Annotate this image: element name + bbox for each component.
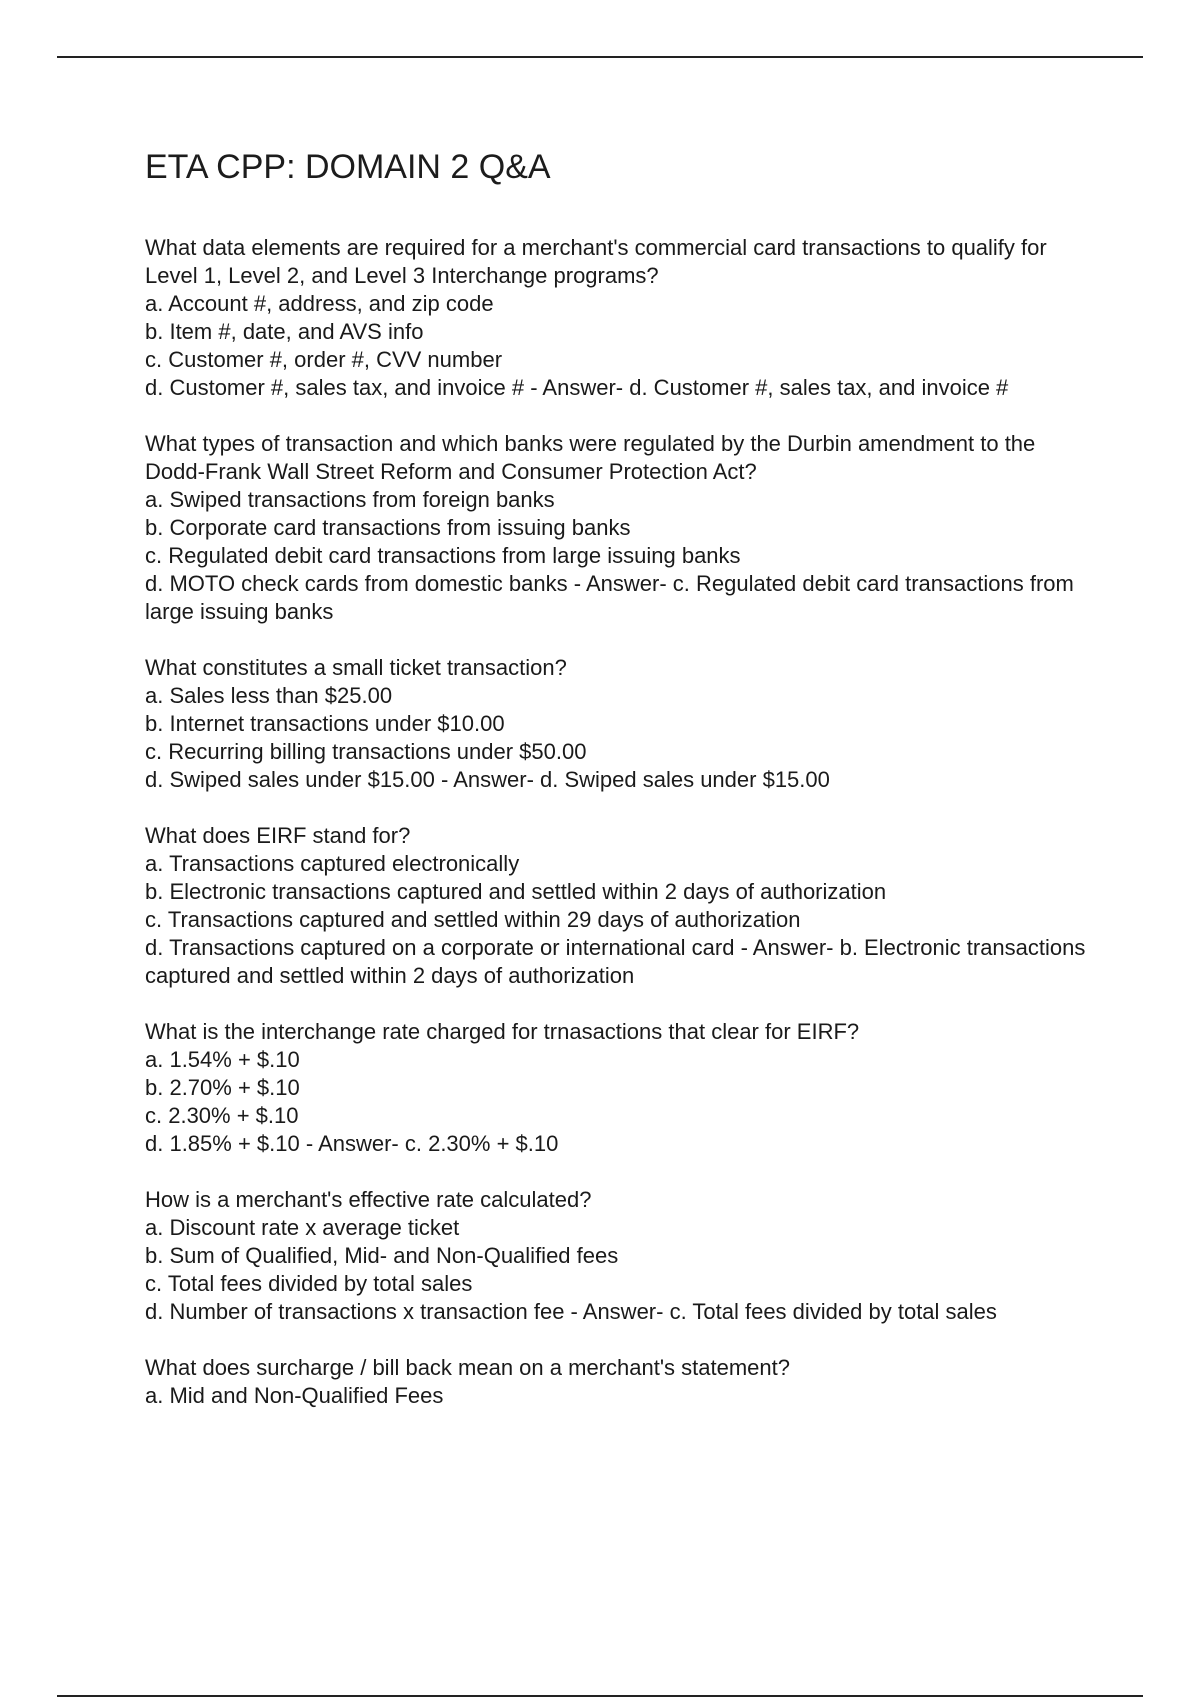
option-a: a. Discount rate x average ticket — [145, 1215, 460, 1240]
question-block-6 — [145, 1186, 1095, 1326]
option-d-answer: d. 1.85% + $.10 - Answer- c. 2.30% + $.10 — [145, 1131, 559, 1156]
option-d-answer: d. Number of transactions x transaction fee - Answer- c. Total fees divided by total sales — [145, 1299, 997, 1324]
question-block-5 — [145, 1018, 1095, 1158]
option-d-answer: d. Customer #, sales tax, and invoice # - Answer- d. Customer #, sales tax, and invoice # — [145, 375, 1009, 400]
option-a: a. Mid and Non-Qualified Fees — [145, 1383, 444, 1408]
option-b: b. Corporate card transactions from issuing banks — [145, 515, 631, 540]
question-text: What is the interchange rate charged for trnasactions that clear for EIRF? — [145, 1019, 860, 1044]
option-a: a. Swiped transactions from foreign banks — [145, 487, 555, 512]
option-d-answer: d. Swiped sales under $15.00 - Answer- d. Swiped sales under $15.00 — [145, 767, 830, 792]
option-b: b. Electronic transactions captured and settled within 2 days of authorization — [145, 879, 887, 904]
question-text: What data elements are required for a merchant's commercial card transactions to qualify for Level 1, Level 2, and Level 3 Interchange programs? — [145, 235, 1047, 288]
question-text: What does surcharge / bill back mean on a merchant's statement? — [145, 1355, 790, 1380]
question-text: What constitutes a small ticket transaction? — [145, 655, 567, 680]
question-text: How is a merchant's effective rate calculated? — [145, 1187, 592, 1212]
option-a: a. Sales less than $25.00 — [145, 683, 393, 708]
question-block-2 — [145, 430, 1095, 626]
option-c: c. 2.30% + $.10 — [145, 1103, 299, 1128]
option-d-answer: d. Transactions captured on a corporate or international card - Answer- b. Electronic transactions captured and settled within 2 days of authorization — [145, 935, 1086, 988]
top-rule — [57, 56, 1143, 58]
option-c: c. Customer #, order #, CVV number — [145, 347, 503, 372]
option-c: c. Transactions captured and settled within 29 days of authorization — [145, 907, 801, 932]
option-c: c. Recurring billing transactions under $50.00 — [145, 739, 587, 764]
question-block-4 — [145, 822, 1095, 990]
bottom-rule — [57, 1695, 1143, 1697]
option-b: b. Item #, date, and AVS info — [145, 319, 424, 344]
question-block-3 — [145, 654, 1095, 794]
question-block-1 — [145, 234, 1095, 402]
option-b: b. Internet transactions under $10.00 — [145, 711, 505, 736]
option-c: c. Regulated debit card transactions from large issuing banks — [145, 543, 741, 568]
option-c: c. Total fees divided by total sales — [145, 1271, 473, 1296]
option-d-answer: d. MOTO check cards from domestic banks - Answer- c. Regulated debit card transactions from large issuing banks — [145, 571, 1074, 624]
option-a: a. 1.54% + $.10 — [145, 1047, 300, 1072]
option-b: b. Sum of Qualified, Mid- and Non-Qualified fees — [145, 1243, 619, 1268]
question-block-7 — [145, 1354, 1095, 1410]
option-a: a. Account #, address, and zip code — [145, 291, 494, 316]
option-a: a. Transactions captured electronically — [145, 851, 520, 876]
question-text: What types of transaction and which banks were regulated by the Durbin amendment to the Dodd-Frank Wall Street Reform and Consumer Protection Act? — [145, 431, 1036, 484]
document-body — [145, 140, 1095, 1438]
question-text: What does EIRF stand for? — [145, 823, 411, 848]
option-b: b. 2.70% + $.10 — [145, 1075, 300, 1100]
page-title: ETA CPP: DOMAIN 2 Q&A — [145, 148, 551, 186]
